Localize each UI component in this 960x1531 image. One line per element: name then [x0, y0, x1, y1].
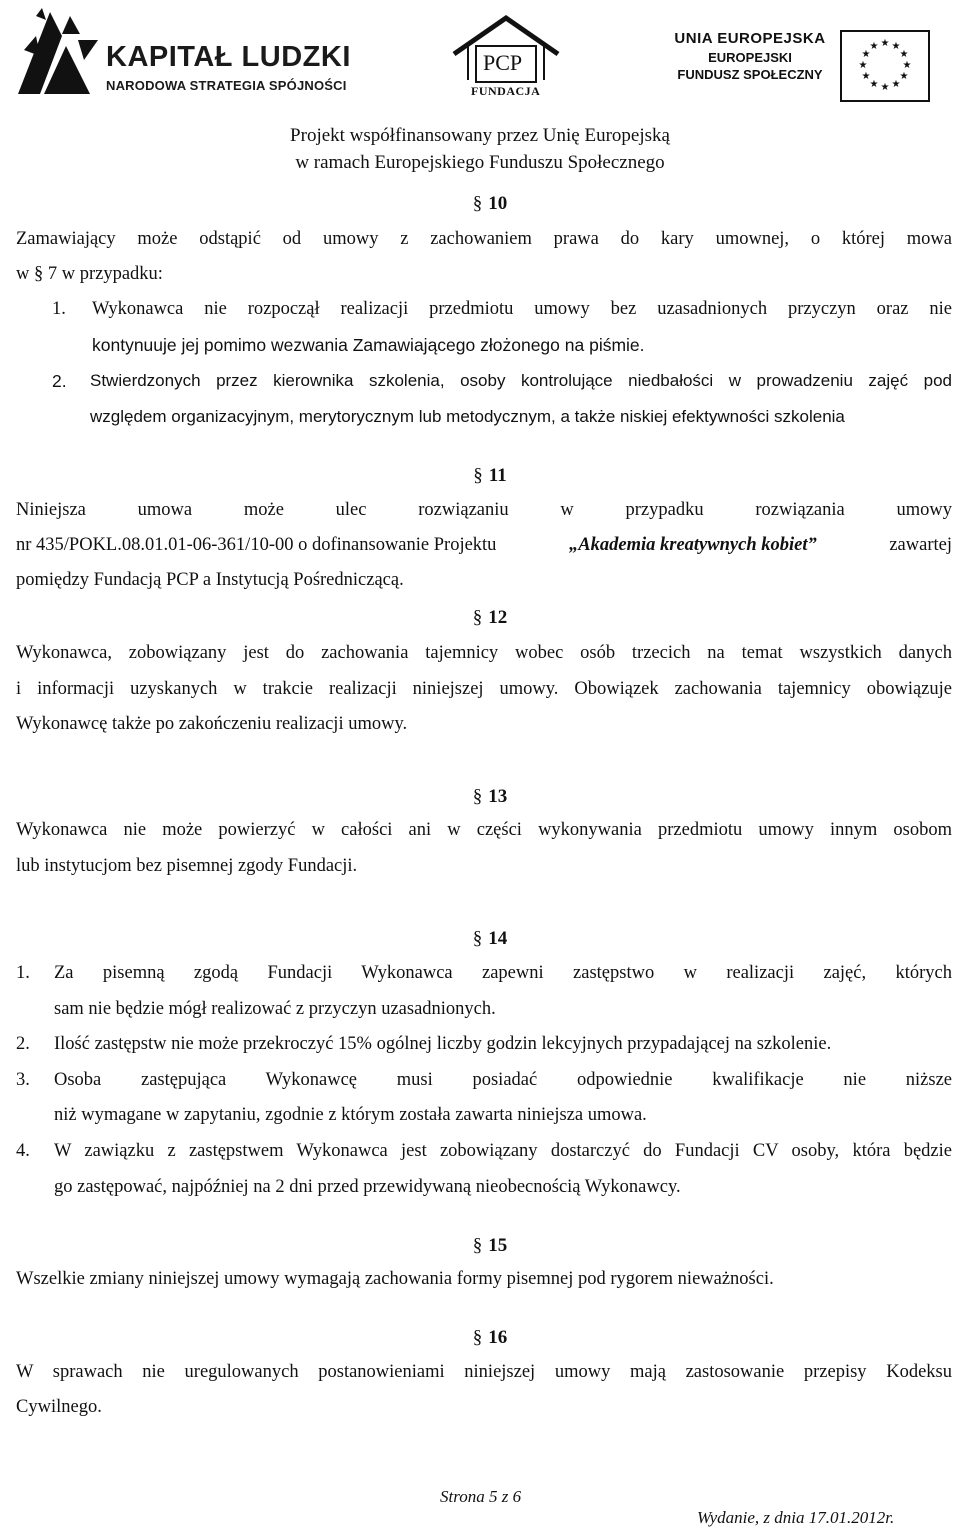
section-sign: §: [472, 1235, 483, 1256]
s14-item-3-line-1: Osoba zastępująca Wykonawcę musi posiadać odpowiednie kwalifikacje nie niższe: [54, 1070, 952, 1090]
s10-intro-line-1: Zamawiający może odstąpić od umowy z zachowaniem prawa do kary umownej, o której mowa: [16, 229, 952, 249]
eu-text-block: [670, 30, 830, 82]
s13-line-1: Wykonawca nie może powierzyć w całości ani w części wykonywania przedmiotu umowy innym osobom: [16, 820, 952, 840]
svg-text:★: ★: [858, 60, 868, 71]
project-line-2: w ramach Europejskiego Funduszu Społecznego: [295, 152, 665, 173]
section-13-heading: [0, 786, 960, 808]
s14-item-2-line-1: Ilość zastępstw nie może przekroczyć 15% ogólnej liczby godzin lekcyjnych przypadającej na szkolenie.: [54, 1034, 832, 1054]
kapital-ludzki-title: KAPITAŁ LUDZKI: [106, 41, 351, 73]
s11-line-3: pomiędzy Fundacją PCP a Instytucją Pośredniczącą.: [16, 570, 404, 590]
section-number: 11: [488, 465, 507, 486]
edition-date: Wydanie, z dnia 17.01.2012r.: [697, 1508, 895, 1527]
s14-item-1-line-1: Za pisemną zgodą Fundacji Wykonawca zapewni zastępstwo w realizacji zajęć, których: [54, 963, 952, 983]
s10-item-2-line-1: Stwierdzonych przez kierownika szkolenia, osoby kontrolujące niedbałości w prowadzeniu zajęć pod: [90, 371, 952, 390]
section-14-heading: [0, 928, 960, 950]
svg-text:★: ★: [891, 79, 901, 90]
s10-intro-line-2: w § 7 w przypadku:: [16, 264, 163, 284]
section-number: 14: [488, 928, 508, 949]
section-number: 16: [488, 1327, 508, 1348]
section-number: 12: [488, 607, 508, 628]
section-15-heading: [0, 1235, 960, 1257]
svg-text:★: ★: [869, 79, 879, 90]
svg-text:★: ★: [902, 60, 912, 71]
s10-item-1-line-1: Wykonawca nie rozpoczął realizacji przedmiotu umowy bez uzasadnionych przyczyn oraz nie: [92, 299, 952, 319]
s10-item-2-line-2: względem organizacyjnym, merytorycznym lub metodycznym, a także niskiej efektywności szkolenia: [90, 407, 845, 426]
project-line-1: Projekt współfinansowany przez Unię Europejską: [290, 125, 670, 146]
page-number: Strona 5 z 6: [440, 1487, 522, 1506]
section-sign: §: [472, 193, 483, 214]
section-11-heading: [0, 465, 960, 487]
section-sign: §: [472, 1327, 483, 1348]
kapital-ludzki-emblem-icon: [10, 6, 100, 98]
eu-line-2: EUROPEJSKI: [708, 50, 792, 65]
eu-line-3: FUNDUSZ SPOŁECZNY: [677, 67, 823, 82]
svg-text:★: ★: [861, 49, 871, 60]
eu-line-1: UNIA EUROPEJSKA: [674, 30, 826, 47]
section-16-heading: [0, 1327, 960, 1349]
project-funding-note: [0, 122, 960, 176]
s10-item-2-number: 2.: [52, 371, 67, 391]
pcp-subtitle: FUNDACJA: [471, 84, 541, 98]
svg-text:★: ★: [891, 41, 901, 52]
kapital-ludzki-subtitle: NARODOWA STRATEGIA SPÓJNOŚCI: [106, 78, 347, 93]
svg-text:★: ★: [869, 41, 879, 52]
section-number: 10: [488, 193, 508, 214]
s14-item-4-line-2: go zastępować, najpóźniej na 2 dni przed przewidywaną nieobecnością Wykonawcy.: [54, 1177, 681, 1197]
s12-line-3: Wykonawcę także po zakończeniu realizacji umowy.: [16, 714, 408, 734]
s14-item-1-number: 1.: [16, 963, 30, 983]
s15-line-1: Wszelkie zmiany niniejszej umowy wymagają zachowania formy pisemnej pod rygorem nieważności.: [16, 1269, 774, 1289]
pcp-name: PCP: [483, 50, 523, 75]
section-10-heading: [0, 193, 960, 215]
section-sign: §: [472, 607, 483, 628]
s10-item-1-number: 1.: [52, 299, 66, 319]
eu-flag: [840, 30, 930, 102]
s14-item-4-number: 4.: [16, 1141, 30, 1161]
s13-line-2: lub instytucjom bez pisemnej zgody Fundacji.: [16, 856, 358, 876]
svg-text:★: ★: [880, 38, 890, 49]
svg-text:★: ★: [899, 49, 909, 60]
section-12-heading: [0, 607, 960, 629]
s14-item-1-line-2: sam nie będzie mógł realizować z przyczyn uzasadnionych.: [54, 999, 496, 1019]
s11-line-1: Niniejsza umowa może ulec rozwiązaniu w przypadku rozwiązania umowy: [16, 500, 952, 520]
s12-line-1: Wykonawca, zobowiązany jest do zachowania tajemnicy wobec osób trzecich na temat wszystkich danych: [16, 643, 952, 663]
svg-text:★: ★: [861, 71, 871, 82]
s11-project-name: „Akademia kreatywnych kobiet”: [569, 535, 817, 555]
s14-item-3-number: 3.: [16, 1070, 30, 1090]
svg-text:★: ★: [880, 82, 890, 93]
s14-item-3-line-2: niż wymagane w zapytaniu, zgodnie z którym została zawarta niniejsza umowa.: [54, 1105, 647, 1125]
s11-line-2-part-c: zawartej: [889, 535, 952, 555]
s11-line-2: [16, 535, 952, 556]
section-sign: §: [473, 465, 483, 486]
section-sign: §: [472, 928, 483, 949]
s16-line-2: Cywilnego.: [16, 1397, 102, 1417]
section-number: 13: [488, 786, 508, 807]
s14-item-2-number: 2.: [16, 1034, 30, 1054]
s11-line-2-part-a: nr 435/POKL.08.01.01-06-361/10-00 o dofinansowanie Projektu: [16, 535, 497, 555]
svg-text:★: ★: [899, 71, 909, 82]
section-sign: §: [472, 786, 483, 807]
s12-line-2: i informacji uzyskanych w trakcie realizacji niniejszej umowy. Obowiązek zachowania tajemnicy obowiązuje: [16, 679, 952, 699]
s10-item-1-line-2: kontynuuje jej pomimo wezwania Zamawiającego złożonego na piśmie.: [92, 335, 645, 355]
section-number: 15: [488, 1235, 508, 1256]
eu-stars-flag-icon: [840, 30, 930, 102]
s14-item-4-line-1: W zawiązku z zastępstwem Wykonawca jest zobowiązany dostarczyć do Fundacji CV osoby, która będzie: [54, 1141, 952, 1161]
s16-line-1: W sprawach nie uregulowanych postanowieniami niniejszej umowy mają zastosowanie przepisy Kodeksu: [16, 1362, 952, 1382]
